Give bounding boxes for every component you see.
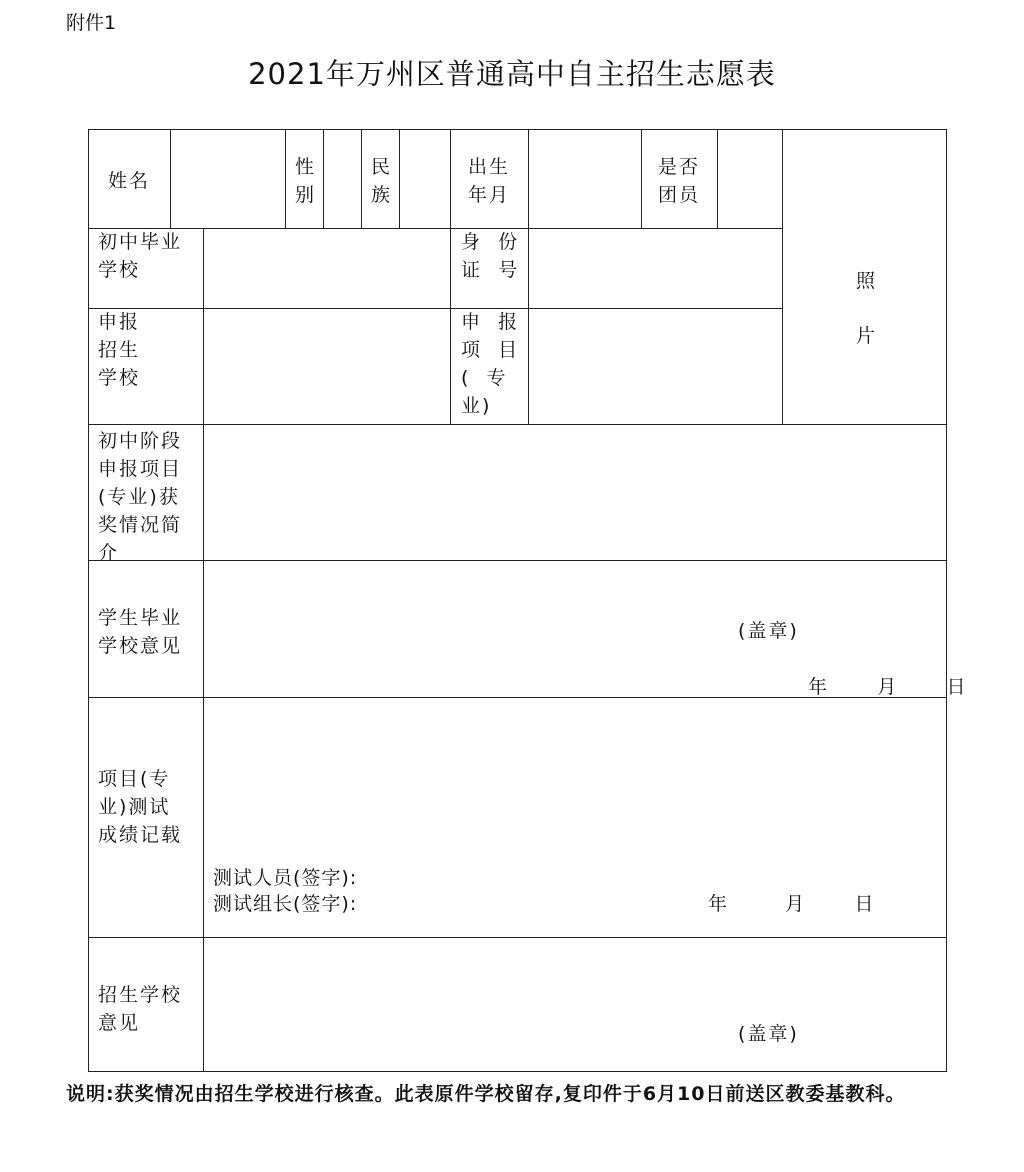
gender-label: 性 别 (295, 156, 317, 206)
row-divider-4 (88, 560, 947, 561)
col-divider-photo (782, 129, 783, 424)
league-member-label: 是否 团员 (658, 156, 701, 206)
graduation-school-opinion-label: 学生毕业 学校意见 (98, 607, 183, 657)
col-divider-gender-value (323, 129, 324, 228)
row-divider-1 (88, 228, 782, 229)
test-score-label: 项目(专 业)测试 成绩记载 (98, 768, 183, 846)
apply-item-label: 申 报 项 目 ( 专 业) (461, 311, 520, 417)
row-divider-6 (88, 937, 947, 938)
date-text-1: 年 月 日 (808, 676, 968, 698)
col-divider-ethnicity-value (399, 129, 400, 228)
col-divider-middle (450, 129, 451, 424)
name-label: 姓名 (108, 170, 151, 192)
stamp-text-2: (盖章) (738, 1023, 799, 1045)
col-divider-league-value (717, 129, 718, 228)
middle-school-label: 初中毕业 学校 (98, 231, 183, 281)
row-divider-3 (88, 424, 947, 425)
col-divider-ethnicity-label (361, 129, 362, 228)
leader-signature-label: 测试组长(签字): (213, 893, 358, 915)
table-border-right (946, 129, 947, 1072)
label-column-divider (203, 228, 204, 1072)
photo-label: 照 片 (856, 270, 878, 347)
apply-school-label: 申报 招生 学校 (98, 311, 141, 389)
col-divider-league-label (641, 129, 642, 228)
ethnicity-label: 民 族 (371, 156, 393, 206)
award-summary-label: 初中阶段 申报项目 (专业)获 奖情况简 介 (98, 430, 183, 564)
stamp-text-1: (盖章) (738, 620, 799, 642)
recruit-school-opinion-label: 招生学校 意见 (98, 984, 183, 1034)
date-text-2: 年 月 日 (708, 893, 876, 915)
col-divider-middle-value (528, 129, 529, 424)
attachment-label: 附件1 (66, 12, 117, 34)
row-divider-2 (88, 308, 782, 309)
col-divider-gender-label (285, 129, 286, 228)
table-border-bottom (88, 1071, 947, 1072)
page-title: 2021年万州区普通高中自主招生志愿表 (248, 57, 776, 91)
col-divider-name (170, 129, 171, 228)
birth-date-label: 出生 年月 (468, 156, 511, 206)
table-border-top (88, 129, 947, 130)
tester-signature-label: 测试人员(签字): (213, 867, 358, 889)
id-number-label: 身 份 证 号 (461, 231, 520, 281)
note-text: 说明:获奖情况由招生学校进行核查。此表原件学校留存,复印件于6月10日前送区教委基教科。 (66, 1083, 906, 1105)
table-border-left (88, 129, 89, 1072)
